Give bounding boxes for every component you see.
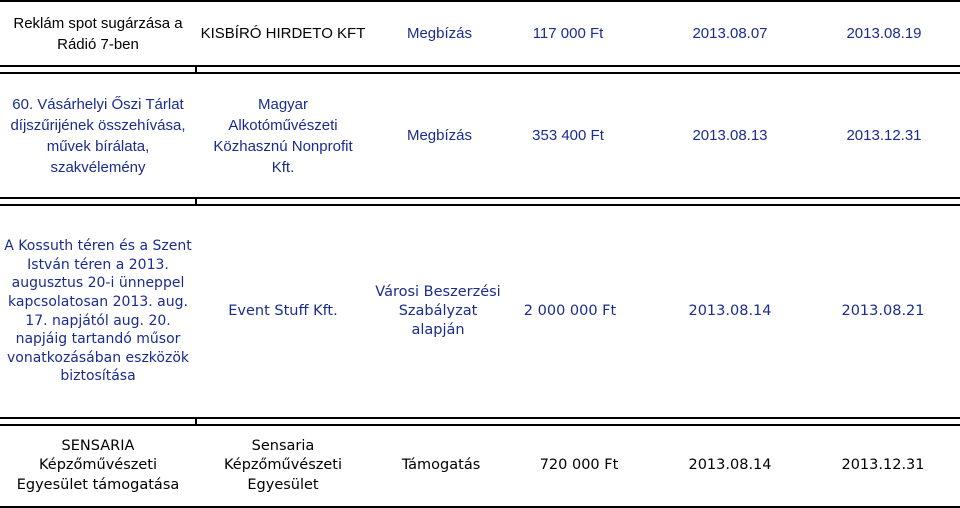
- end-date-cell: 2013.08.19: [846, 25, 922, 42]
- type-cell: Támogatás: [401, 457, 481, 474]
- organization-cell: KISBÍRÓ HIRDETO KFT: [200, 25, 366, 42]
- program-cell: Reklám spot sugárzása a Rádió 7-ben: [13, 14, 183, 53]
- row-divider: [0, 197, 960, 199]
- end-date-cell: 2013.12.31: [846, 127, 922, 144]
- column-divider: [195, 65, 197, 74]
- amount-cell: 720 000 Ft: [539, 457, 619, 474]
- start-date-cell: 2013.08.14: [688, 302, 772, 319]
- program-cell: SENSARIA Képzőművészeti Egyesület támogatása: [16, 438, 180, 493]
- program-cell: 60. Vásárhelyi Őszi Tárlat díjszűrijének összehívása, művek bírálata, szakvélemény: [10, 95, 186, 176]
- program-cell: A Kossuth téren és a Szent István téren a 2013. augusztus 20-i ünneppel kapcsolatosan 2013. aug. 17. napjától aug. 20. napjáig tartandó műsor vonatkozásában eszközök biztosítása: [4, 238, 192, 385]
- start-date-cell: 2013.08.07: [692, 25, 768, 42]
- row-divider: [0, 65, 960, 67]
- end-date-cell: 2013.08.21: [841, 302, 925, 319]
- column-divider: [195, 417, 197, 426]
- end-date-cell: 2013.12.31: [841, 457, 925, 474]
- type-cell: Megbízás: [406, 25, 473, 42]
- organization-cell: Magyar Alkotóművészeti Közhasznú Nonprofit Kft.: [213, 95, 353, 176]
- type-cell: Megbízás: [406, 127, 473, 144]
- amount-cell: 117 000 Ft: [532, 25, 604, 42]
- amount-cell: 2 000 000 Ft: [523, 302, 617, 319]
- column-divider: [195, 197, 197, 206]
- type-cell: Városi Beszerzési Szabályzat alapján: [375, 283, 501, 339]
- organization-cell: Event Stuff Kft.: [228, 302, 338, 319]
- start-date-cell: 2013.08.14: [688, 457, 772, 474]
- row-divider: [0, 417, 960, 419]
- organization-cell: Sensaria Képzőművészeti Egyesület: [223, 438, 342, 493]
- start-date-cell: 2013.08.13: [692, 127, 768, 144]
- amount-cell: 353 400 Ft: [532, 127, 604, 144]
